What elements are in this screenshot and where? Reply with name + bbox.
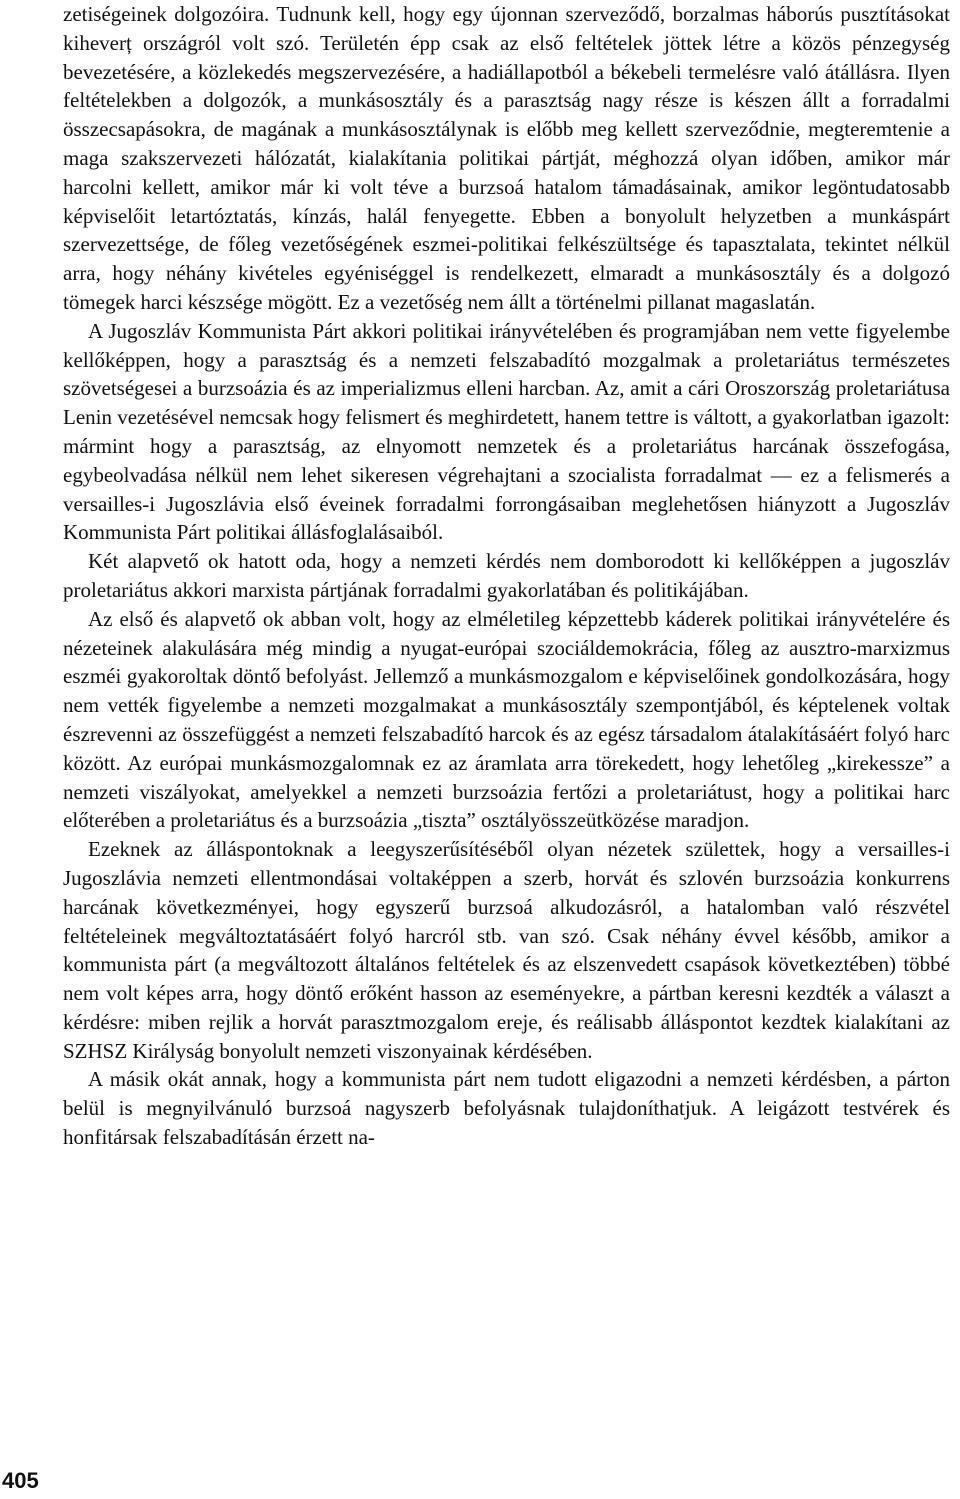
paragraph-4: Az első és alapvető ok abban volt, hogy az elméletileg képzettebb káderek politikai irányvételére és nézeteinek alakulására még mindig a nyugat-európai szociáldemokrácia, főleg az ausztro-marxizmus eszméi gyakoroltak döntő befolyást. Jellemző a munkásmozgalom e képviselőinek gondolkozására, hogy nem vették figyelembe a nemzeti mozgalmakat a munkásosztály szempontjából, és képtelenek voltak észrevenni az összefüggést a nemzeti felszabadító harcok és az egész társadalom átalakításáért folyó harc között. Az európai munkásmozgalomnak ez az áramlata arra törekedett, hogy lehetőleg „kirekessze” a nemzeti viszályokat, amelyekkel a nemzeti burzsoázia fertőzi a proletariátust, hogy a politikai harc előterében a proletariátus és a burzsoázia „tiszta” osztályösszeütközése maradjon. [63,606,950,833]
body-text-column [63,0,950,1152]
paragraph-1: zetiségeinek dolgozóira. Tudnunk kell, hogy egy újonnan szerveződő, borzalmas háborús pusztításokat kiheverț országról volt szó. Területén épp csak az első feltételek jöttek létre a közös pénzegység bevezetésére, a közlekedés megszervezésére, a hadiállapotból a békebeli termelésre való átállásra. Ilyen feltételekben a dolgozók, a munkásosztály és a parasztság nagy része is készen állt a forradalmi összecsapásokra, de magának a munkásosztálynak is előbb meg kellett szerveződnie, megteremtenie a maga szakszervezeti hálózatát, kialakítania politikai pártját, méghozzá olyan időben, amikor már harcolni kellett, amikor már ki volt téve a burzsoá hatalom támadásainak, amikor legöntudatosabb képviselőit letartóztatás, kínzás, halál fenyegette. Ebben a bonyolult helyzetben a munkáspárt szervezettsége, de főleg vezetőségének eszmei-politikai felkészültsége és tapasztalata, tekintet nélkül arra, hogy néhány kivételes egyéniséggel is rendelkezett, elmaradt a munkásosztály és a dolgozó tömegek harci készsége mögött. Ez a vezetőség nem állt a történelmi pillanat magaslatán. [63,2,950,314]
paragraph-6: A másik okát annak, hogy a kommunista párt nem tudott eligazodni a nemzeti kérdésben, a párton belül is megnyilvánuló burzsoá nagyszerb befolyásnak tulajdoníthatjuk. A leigázott testvérek és honfitársak felszabadításán érzett na- [63,1067,950,1150]
page-number: 405 [2,1468,39,1493]
paragraph-2: A Jugoszláv Kommunista Párt akkori politikai irányvételében és programjában nem vette figyelembe kellőképpen, hogy a parasztság és a nemzeti felszabadító mozgalmak a proletariátus természetes szövetségesei a burzsoázia és az imperializmus elleni harcban. Az, amit a cári Oroszország proletariátusa Lenin vezetésével nemcsak hogy felismert és meghirdetett, hanem tettre is váltott, a gyakorlatban igazolt: mármint hogy a parasztság, az elnyomott nemzetek és a proletariátus harcának összefogása, egybeolvadása nélkül nem lehet sikeresen végrehajtani a szocialista forradalmat — ez a felismerés a versailles-i Jugoszlávia első éveinek forradalmi forrongásaiban meglehetősen hiányzott a Jugoszláv Kommunista Párt politikai állásfoglalásaiból. [63,318,950,545]
paragraph-3: Két alapvető ok hatott oda, hogy a nemzeti kérdés nem domborodott ki kellőképpen a jugoszláv proletariátus akkori marxista pártjának forradalmi gyakorlatában és politikájában. [63,549,950,602]
paragraph-5: Ezeknek az álláspontoknak a leegyszerűsítéséből olyan nézetek születtek, hogy a versailles-i Jugoszlávia nemzeti ellentmondásai voltaképpen a szerb, horvát és szlovén burzsoázia konkurrens harcának következményei, hogy egyszerű burzsoá alkudozásról, a hatalomban való részvétel feltételeinek megváltoztatásáért folyó harcról stb. van szó. Csak néhány évvel később, amikor a kommunista párt (a megváltozott általános feltételek és az elszenvedett csapások következtében) többé nem volt képes arra, hogy döntő erőként hasson az eseményekre, a pártban keresni kezdték a választ a kérdésre: miben rejlik a horvát parasztmozgalom ereje, és reálisabb álláspontot kezdtek kialakítani az SZHSZ Királyság bonyolult nemzeti viszonyainak kérdésében. [63,837,950,1063]
